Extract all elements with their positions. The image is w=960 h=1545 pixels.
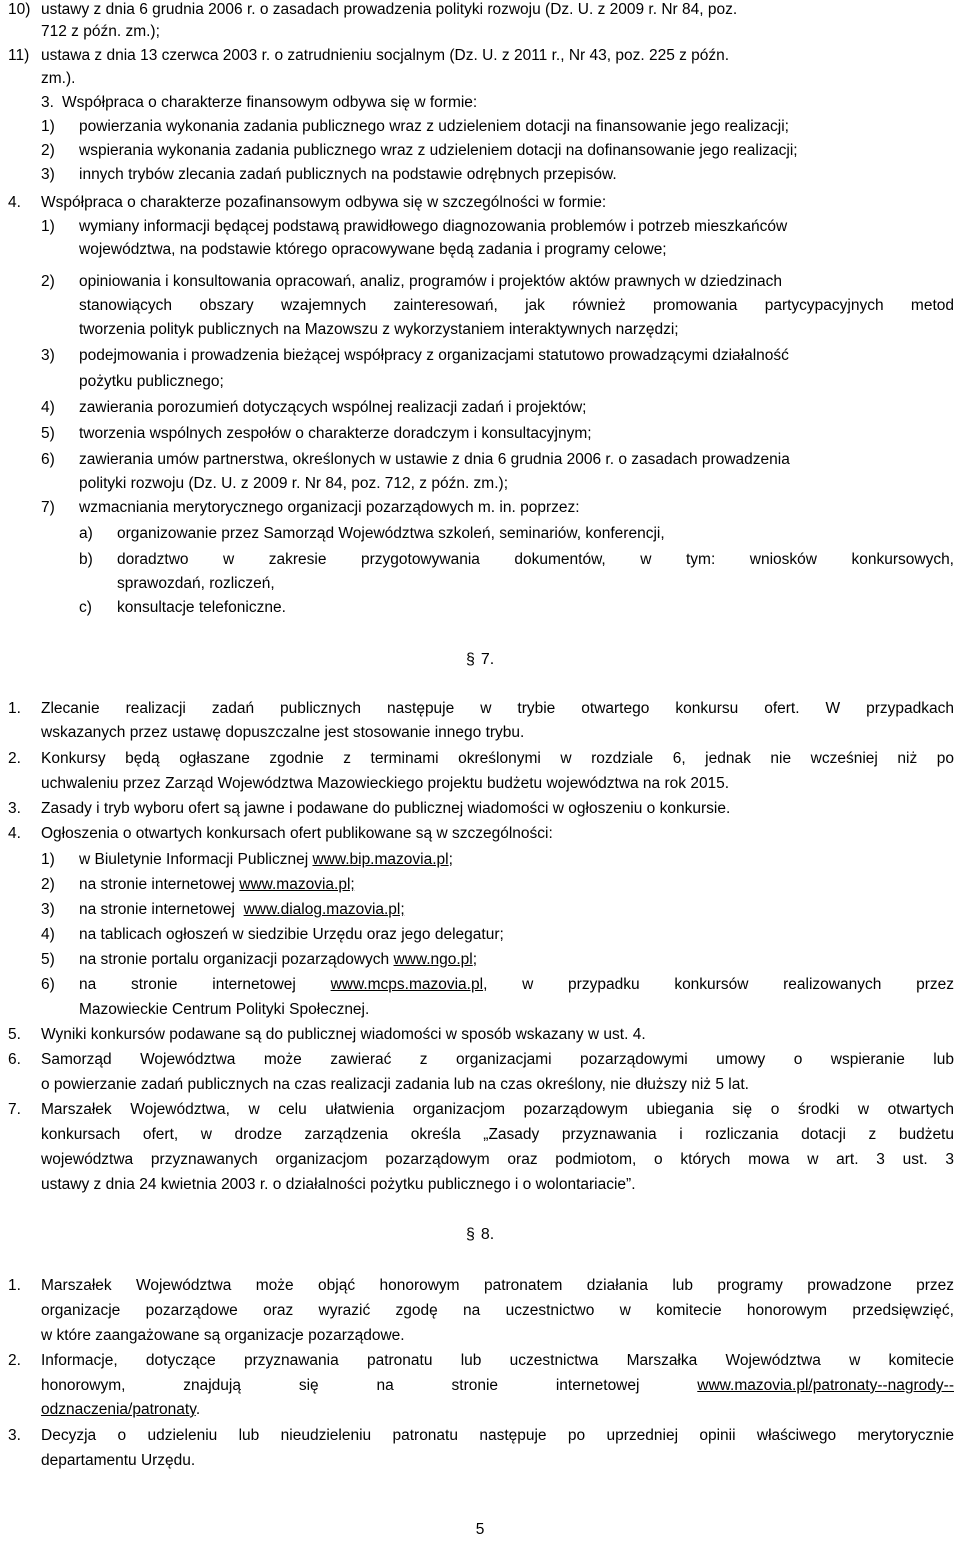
list-item-text: zawierania umów partnerstwa, określonych w ustawie z dnia 6 grudnia 2006 r. o zasadach prowadzenia xyxy=(79,451,790,468)
list-item xyxy=(79,850,453,870)
item-number: 2) xyxy=(41,142,55,159)
list-item-text: w Biuletynie Informacji Publicznej xyxy=(79,851,313,868)
list-item-text: innych trybów zlecania zadań publicznych na podstawie odrębnych przepisów. xyxy=(79,166,617,183)
list-item-text: powierzania wykonania zadania publicznego wraz z udzieleniem dotacji na finansowanie jego realizacji; xyxy=(79,118,789,135)
paragraph-text: Samorząd Województwa może zawierać z organizacjami pozarządowymi umowy o wspieranie lub xyxy=(41,1051,954,1068)
paragraph-text: organizacje pozarządowe oraz wyrazić zgodę na uczestnictwo w komitecie honorowym przedsięwzięć, xyxy=(41,1302,954,1319)
list-item-text: wymiany informacji będącej podstawą prawidłowego diagnozowania problemów i potrzeb mieszkańców xyxy=(79,218,788,235)
item-number: 3) xyxy=(41,901,55,918)
subitem-text: doradztwo w zakresie przygotowywania dokumentów, w tym: wniosków konkursowych, xyxy=(117,551,954,568)
subitem-text: sprawozdań, rozliczeń, xyxy=(117,575,275,592)
list-item-text: Mazowieckie Centrum Polityki Społecznej. xyxy=(79,1001,370,1018)
paragraph-text: Konkursy będą ogłaszane zgodnie z terminami określonymi w rozdziale 6, jednak nie wcześniej niż po xyxy=(41,750,954,767)
paragraph-number: 1. xyxy=(8,1277,21,1294)
list-item xyxy=(79,975,954,995)
list-item-text: województwa, na podstawie którego opracowywane będą zadania i programy celowe; xyxy=(79,241,667,258)
paragraph-text: uchwaleniu przez Zarząd Województwa Mazowieckiego projektu budżetu województwa na rok 2015. xyxy=(41,775,730,792)
item-number: 2) xyxy=(41,273,55,290)
paragraph-text: o powierzanie zadań publicznych na czas realizacji zadania lub na czas określony, nie dłuższy niż 5 lat. xyxy=(41,1076,749,1093)
item-number: 6) xyxy=(41,451,55,468)
paragraph-text: departamentu Urzędu. xyxy=(41,1452,196,1469)
list-item-text: tworzenia polityk publicznych na Mazowszu z wykorzystaniem interaktywnych narzędzi; xyxy=(79,321,679,338)
paragraph-number: 4. xyxy=(8,825,21,842)
paragraph-number: 6. xyxy=(8,1051,21,1068)
list-item-text: zawierania porozumień dotyczących wspólnej realizacji zadań i projektów; xyxy=(79,399,587,416)
ngo-link[interactable]: www.ngo.pl xyxy=(393,951,473,968)
subitem-letter: a) xyxy=(79,525,93,542)
paragraph-text xyxy=(41,1400,200,1420)
subitem-letter: b) xyxy=(79,551,93,568)
item-number: 5) xyxy=(41,951,55,968)
item-number: 3) xyxy=(41,166,55,183)
patronaty-link[interactable]: www.mazovia.pl/patronaty--nagrody-- xyxy=(697,1377,954,1394)
item-number: 4) xyxy=(41,399,55,416)
item-number: 6) xyxy=(41,976,55,993)
list-item-text: na tablicach ogłoszeń w siedzibie Urzędu oraz jego delegatur; xyxy=(79,926,504,943)
list-item-text: ustawa z dnia 13 czerwca 2003 r. o zatrudnieniu socjalnym (Dz. U. z 2011 r., Nr 43, poz. 225 z późn. xyxy=(41,47,730,64)
bip-link[interactable]: www.bip.mazovia.pl xyxy=(312,851,449,868)
paragraph-number: 7. xyxy=(8,1101,21,1118)
paragraph-text: konkursach ofert, w drodze zarządzenia określa „Zasady przyznawania i rozliczania dotacji z budżetu xyxy=(41,1126,954,1143)
paragraph-text: wskazanych przez ustawę dopuszczalne jest stosowanie innego trybu. xyxy=(41,724,525,741)
paragraph-number: 3. xyxy=(8,800,21,817)
paragraph-number: 5. xyxy=(8,1026,21,1043)
item-number: 3) xyxy=(41,347,55,364)
paragraph-text-part: . xyxy=(195,1401,201,1418)
paragraph-text: Zasady i tryb wyboru ofert są jawne i podawane do publicznej wiadomości w ogłoszeniu o konkursie. xyxy=(41,800,731,817)
list-item-text: podejmowania i prowadzenia bieżącej współpracy z organizacjami statutowo prowadzącymi działalność xyxy=(79,347,789,364)
dialog-link[interactable]: www.dialog.mazovia.pl; xyxy=(243,901,405,918)
list-item-text: na stronie portalu organizacji pozarządowych xyxy=(79,951,394,968)
patronaty-link-continued[interactable]: odznaczenia/patronaty xyxy=(41,1401,196,1418)
item-number: 10) xyxy=(8,1,31,18)
mazovia-link[interactable]: www.mazovia.pl; xyxy=(239,876,355,893)
item-number: 4) xyxy=(41,926,55,943)
list-item-text: tworzenia wspólnych zespołów o charakterze doradczym i konsultacyjnym; xyxy=(79,425,592,442)
paragraph-text: Informacje, dotyczące przyznawania patronatu lub uczestnictwa Marszałka Województwa w komitecie xyxy=(41,1352,954,1369)
list-item-text: na stronie internetowej xyxy=(79,876,240,893)
list-item-text: opiniowania i konsultowania opracowań, analiz, programów i projektów aktów prawnych w dziedzinach xyxy=(79,273,783,290)
list-item-text: pożytku publicznego; xyxy=(79,373,224,390)
paragraph-number: 1. xyxy=(8,700,21,717)
list-item-text: ; xyxy=(472,951,478,968)
paragraph-text: Zlecanie realizacji zadań publicznych następuje w trybie otwartego konkursu ofert. W przypadkach xyxy=(41,700,954,717)
paragraph-text: Ogłoszenia o otwartych konkursach ofert publikowane są w szczególności: xyxy=(41,825,553,842)
paragraph-number: 3. xyxy=(41,94,54,111)
paragraph-text: Marszałek Województwa może objąć honorowym patronatem działania lub programy prowadzone przez xyxy=(41,1277,954,1294)
list-item-text: polityki rozwoju (Dz. U. z 2009 r. Nr 84, poz. 712, z późn. zm.); xyxy=(79,475,508,492)
section-number: 8. xyxy=(480,1226,495,1243)
section-heading xyxy=(466,650,494,670)
paragraph-number: 2. xyxy=(8,1352,21,1369)
item-number: 1) xyxy=(41,218,55,235)
section-sign: § xyxy=(466,651,475,668)
item-number: 1) xyxy=(41,851,55,868)
list-item-text: zm.). xyxy=(41,70,76,87)
list-item-text: na stronie internetowej xyxy=(79,976,331,993)
list-item-text: ustawy z dnia 6 grudnia 2006 r. o zasadach prowadzenia polityki rozwoju (Dz. U. z 2009 r. Nr 84, poz. xyxy=(41,1,738,18)
list-item xyxy=(79,875,355,895)
paragraph-text: Marszałek Województwa, w celu ułatwienia organizacjom pozarządowym ubiegania się o środki w otwartych xyxy=(41,1101,954,1118)
section-sign: § xyxy=(466,1226,475,1243)
paragraph-text: Wyniki konkursów podawane są do publicznej wiadomości w sposób wskazany w ust. 4. xyxy=(41,1026,646,1043)
list-item-text: wspierania wykonania zadania publicznego wraz z udzieleniem dotacji na dofinansowanie jego realizacji; xyxy=(79,142,798,159)
list-item-text: wzmacniania merytorycznego organizacji pozarządowych m. in. poprzez: xyxy=(79,499,580,516)
list-item xyxy=(79,950,477,970)
paragraph-number: 3. xyxy=(8,1427,21,1444)
section-number: 7. xyxy=(480,651,495,668)
item-number: 5) xyxy=(41,425,55,442)
subitem-text: konsultacje telefoniczne. xyxy=(117,599,286,616)
paragraph-text: Współpraca o charakterze pozafinansowym odbywa się w szczególności w formie: xyxy=(41,194,607,211)
list-item-text: 712 z późn. zm.); xyxy=(41,23,160,40)
paragraph-text xyxy=(41,1376,954,1396)
paragraph-text: Współpraca o charakterze finansowym odbywa się w formie: xyxy=(62,94,478,111)
item-number: 1) xyxy=(41,118,55,135)
paragraph-number: 4. xyxy=(8,194,21,211)
paragraph-text: ustawy z dnia 24 kwietnia 2003 r. o działalności pożytku publicznego i o wolontariacie”. xyxy=(41,1176,636,1193)
list-item-text: na stronie internetowej xyxy=(79,901,244,918)
paragraph-text: w które zaangażowane są organizacje pozarządowe. xyxy=(41,1327,405,1344)
item-number: 2) xyxy=(41,876,55,893)
subitem-letter: c) xyxy=(79,599,92,616)
section-heading xyxy=(466,1225,494,1245)
item-number: 7) xyxy=(41,499,55,516)
list-item-text: , w przypadku konkursów realizowanych przez xyxy=(483,976,955,993)
subitem-text: organizowanie przez Samorząd Województwa szkoleń, seminariów, konferencji, xyxy=(117,525,665,542)
list-item xyxy=(79,900,405,920)
paragraph-number: 2. xyxy=(8,750,21,767)
paragraph-text-part: honorowym, znajdują się na stronie internetowej xyxy=(41,1377,698,1394)
list-item-text: stanowiących obszary wzajemnych zainteresowań, jak również promowania partycypacyjnych metod xyxy=(79,297,954,314)
item-number: 11) xyxy=(8,47,30,64)
mcps-link[interactable]: www.mcps.mazovia.pl xyxy=(330,976,484,993)
paragraph-text: województwa przyznawanych organizacjom pozarządowym oraz podmiotom, o których mowa w art. 3 ust. 3 xyxy=(41,1151,954,1168)
page-number: 5 xyxy=(475,1521,485,1538)
list-item-text: ; xyxy=(448,851,453,868)
paragraph-text: Decyzja o udzieleniu lub nieudzieleniu patronatu następuje po uprzedniej opinii właściwego merytorycznie xyxy=(41,1427,954,1444)
